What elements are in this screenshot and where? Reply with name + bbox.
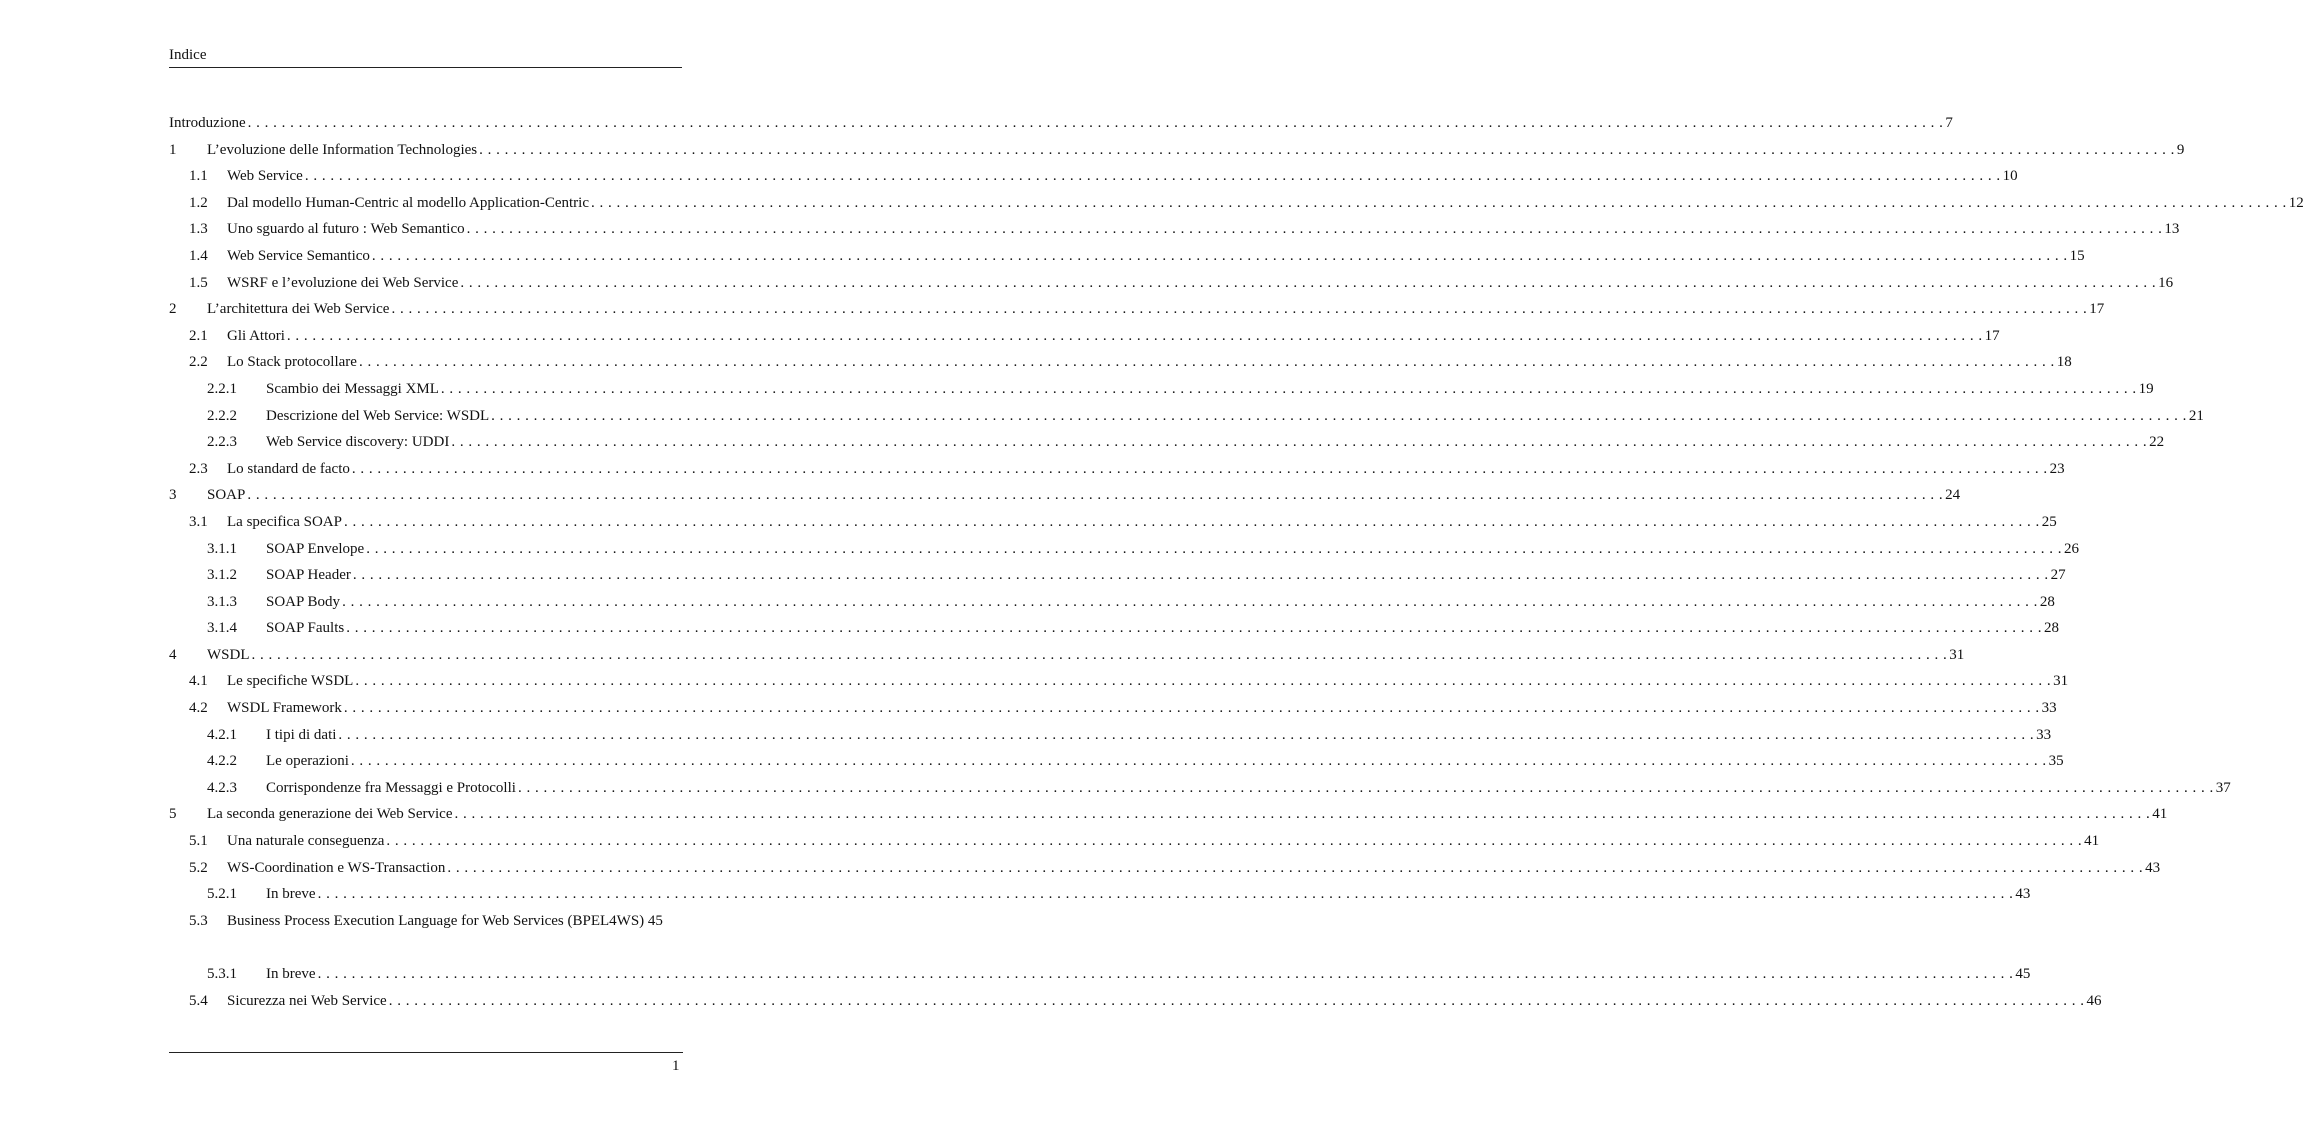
dot-leader: . . . . . . . . . . . . . . . . . . . . . . . . . . . . . . . . . . . . . . . . . . . . . . . . . . . . . . . . . . . . . . . . . . . . . . . . . . . . . . . . . . . . . . . . . . . . . . . . . . . . . . . . . . . . . . . . . . . . . . . . . . . . . . . . . . . . . . . . . . . . . . . . . . . . . . . . . . . . . . . . . . . . . . . . . . . . . . . . . . . . . . . . . . . . . . . . . . . . . . . . xyxy=(366,540,2062,557)
toc-entry-page: 17 xyxy=(1984,327,2000,344)
toc-entry[interactable] xyxy=(169,194,2304,221)
toc-entry[interactable] xyxy=(169,460,2065,487)
toc-entry-title: WSDL xyxy=(207,646,250,663)
toc-entry[interactable] xyxy=(169,167,2018,194)
toc-entry[interactable] xyxy=(169,407,2204,434)
toc-entry-title: WS-Coordination e WS-Transaction xyxy=(227,859,446,876)
toc-entry[interactable] xyxy=(169,965,2031,992)
toc-entry-number: 2.2 xyxy=(189,354,208,371)
toc-entry-title: Una naturale conseguenza xyxy=(227,833,385,850)
dot-leader: . . . . . . . . . . . . . . . . . . . . . . . . . . . . . . . . . . . . . . . . . . . . . . . . . . . . . . . . . . . . . . . . . . . . . . . . . . . . . . . . . . . . . . . . . . . . . . . . . . . . . . . . . . . . . . . . . . . . . . . . . . . . . . . . . . . . . . . . . . . . . . . . . . . . . . . . . . . . . . . . . . . . . . . . . . . . . . . . . . . . . . . . . . . . . . . . . . . . . . . . xyxy=(343,700,2040,717)
toc-entry-title: L’architettura dei Web Service xyxy=(207,301,390,318)
dot-leader: . . . . . . . . . . . . . . . . . . . . . . . . . . . . . . . . . . . . . . . . . . . . . . . . . . . . . . . . . . . . . . . . . . . . . . . . . . . . . . . . . . . . . . . . . . . . . . . . . . . . . . . . . . . . . . . . . . . . . . . . . . . . . . . . . . . . . . . . . . . . . . . . . . . . . . . . . . . . . . . . . . . . . . . . . . . . . . . . . . . . . . . . . . . . . . . . . . . . . . . . xyxy=(355,673,2052,690)
toc-entry-page: 28 xyxy=(2043,620,2059,637)
toc-entry[interactable] xyxy=(169,859,2161,886)
toc-entry[interactable] xyxy=(169,619,2059,646)
toc-entry-title: Le operazioni xyxy=(266,753,349,770)
toc-entry[interactable] xyxy=(169,832,2100,859)
toc-entry-page: 45 xyxy=(2015,966,2031,982)
toc-entry-number: 2.2.3 xyxy=(207,434,237,451)
dot-leader: . . . . . . . . . . . . . . . . . . . . . . . . . . . . . . . . . . . . . . . . . . . . . . . . . . . . . . . . . . . . . . . . . . . . . . . . . . . . . . . . . . . . . . . . . . . . . . . . . . . . . . . . . . . . . . . . . . . . . . . . . . . . . . . . . . . . . . . . . . . . . . . . . . . . . . . . . . . . . . . . . . . . . . . . . . . . . . . . . . . . . . . . . . . . . . . . . . . . . . . . xyxy=(286,327,1983,344)
dot-leader: . . . . . . . . . . . . . . . . . . . . . . . . . . . . . . . . . . . . . . . . . . . . . . . . . . . . . . . . . . . . . . . . . . . . . . . . . . . . . . . . . . . . . . . . . . . . . . . . . . . . . . . . . . . . . . . . . . . . . . . . . . . . . . . . . . . . . . . . . . . . . . . . . . . . . . . . . . . . . . . . . . . . . . . . . . . . . . . . . . . . . . . . . . . . . . . . . . . . . . . . xyxy=(466,221,2163,238)
toc-entry-page: 22 xyxy=(2149,434,2165,451)
running-header-title: Indice xyxy=(169,47,207,63)
toc-entry-page: 33 xyxy=(2036,726,2052,743)
toc-entry-page: 9 xyxy=(2176,141,2185,158)
toc-entry[interactable] xyxy=(169,726,2052,753)
toc-entry[interactable] xyxy=(169,327,2000,354)
toc-entry-number: 2.3 xyxy=(189,460,208,477)
toc-entry[interactable] xyxy=(169,779,2231,806)
toc-entry-number: 4.1 xyxy=(189,673,208,690)
toc-entry-title: Web Service discovery: UDDI xyxy=(266,434,450,451)
toc-entry-number: 5.2.1 xyxy=(207,886,237,903)
toc-entry-title: Le specifiche WSDL xyxy=(227,673,354,690)
toc-entry-page: 31 xyxy=(2053,673,2069,690)
dot-leader: . . . . . . . . . . . . . . . . . . . . . . . . . . . . . . . . . . . . . . . . . . . . . . . . . . . . . . . . . . . . . . . . . . . . . . . . . . . . . . . . . . . . . . . . . . . . . . . . . . . . . . . . . . . . . . . . . . . . . . . . . . . . . . . . . . . . . . . . . . . . . . . . . . . . . . . . . . . . . . . . . . . . . . . . . . . . . . . . . . . . . . . . . . . . . . . . . . . . . . . . xyxy=(317,966,2014,982)
dot-leader: . . . . . . . . . . . . . . . . . . . . . . . . . . . . . . . . . . . . . . . . . . . . . . . . . . . . . . . . . . . . . . . . . . . . . . . . . . . . . . . . . . . . . . . . . . . . . . . . . . . . . . . . . . . . . . . . . . . . . . . . . . . . . . . . . . . . . . . . . . . . . . . . . . . . . . . . . . . . . . . . . . . . . . . . . . . . . . . . . . . . . . . . . . . . . . . . . . . . . . . . xyxy=(440,380,2137,397)
toc-entry-page: 26 xyxy=(2063,540,2079,557)
toc-entry-number: 3.1.2 xyxy=(207,567,237,584)
toc-entry[interactable] xyxy=(169,699,2057,726)
toc-entry[interactable] xyxy=(169,805,2168,832)
toc-entry-number: 3.1.1 xyxy=(207,540,237,557)
toc-entry-page: 41 xyxy=(2152,806,2168,823)
dot-leader: . . . . . . . . . . . . . . . . . . . . . . . . . . . . . . . . . . . . . . . . . . . . . . . . . . . . . . . . . . . . . . . . . . . . . . . . . . . . . . . . . . . . . . . . . . . . . . . . . . . . . . . . . . . . . . . . . . . . . . . . . . . . . . . . . . . . . . . . . . . . . . . . . . . . . . . . . . . . . . . . . . . . . . . . . . . . . . . . . . . . . . . . . . . . . . . . . . . . . . . . xyxy=(391,301,2088,318)
dot-leader: . . . . . . . . . . . . . . . . . . . . . . . . . . . . . . . . . . . . . . . . . . . . . . . . . . . . . . . . . . . . . . . . . . . . . . . . . . . . . . . . . . . . . . . . . . . . . . . . . . . . . . . . . . . . . . . . . . . . . . . . . . . . . . . . . . . . . . . . . . . . . . . . . . . . . . . . . . . . . . . . . . . . . . . . . . . . . . . . . . . . . . . . . . . . . . . . . . . . . . . . xyxy=(491,407,2187,424)
toc-entry-title: WSRF e l’evoluzione dei Web Service xyxy=(227,274,459,291)
toc-entry-number: 2.1 xyxy=(189,327,208,344)
dot-leader: . . . . . . . . . . . . . . . . . . . . . . . . . . . . . . . . . . . . . . . . . . . . . . . . . . . . . . . . . . . . . . . . . . . . . . . . . . . . . . . . . . . . . . . . . . . . . . . . . . . . . . . . . . . . . . . . . . . . . . . . . . . . . . . . . . . . . . . . . . . . . . . . . . . . . . . . . . . . . . . . . . . . . . . . . . . . . . . . . . . . . . . . . . . . . . . . . . . . . . . . xyxy=(251,646,1948,663)
toc-entry-number: 3.1.4 xyxy=(207,620,237,637)
toc-entry-title: Descrizione del Web Service: WSDL xyxy=(266,407,490,424)
toc-entry-number: 4.2.1 xyxy=(207,726,237,743)
toc-entry-title: L’evoluzione delle Information Technologies xyxy=(207,141,478,158)
toc-entry-title: Business Process Execution Language for Web Services (BPEL4WS) 45 xyxy=(227,912,663,929)
dot-leader: . . . . . . . . . . . . . . . . . . . . . . . . . . . . . . . . . . . . . . . . . . . . . . . . . . . . . . . . . . . . . . . . . . . . . . . . . . . . . . . . . . . . . . . . . . . . . . . . . . . . . . . . . . . . . . . . . . . . . . . . . . . . . . . . . . . . . . . . . . . . . . . . . . . . . . . . . . . . . . . . . . . . . . . . . . . . . . . . . . . . . . . . . . . . . . . . . . . . . . . . xyxy=(447,859,2144,876)
dot-leader: . . . . . . . . . . . . . . . . . . . . . . . . . . . . . . . . . . . . . . . . . . . . . . . . . . . . . . . . . . . . . . . . . . . . . . . . . . . . . . . . . . . . . . . . . . . . . . . . . . . . . . . . . . . . . . . . . . . . . . . . . . . . . . . . . . . . . . . . . . . . . . . . . . . . . . . . . . . . . . . . . . . . . . . . . . . . . . . . . . . . . . . . . . . . . . . . . . . . . . . . xyxy=(479,141,2175,158)
toc-entry[interactable] xyxy=(169,566,2066,593)
toc-entry-page: 16 xyxy=(2158,274,2174,291)
page-number: 1 xyxy=(672,1058,680,1074)
toc-entry-number: 5.3.1 xyxy=(207,966,237,982)
toc-entry-number: 1.5 xyxy=(189,274,208,291)
dot-leader: . . . . . . . . . . . . . . . . . . . . . . . . . . . . . . . . . . . . . . . . . . . . . . . . . . . . . . . . . . . . . . . . . . . . . . . . . . . . . . . . . . . . . . . . . . . . . . . . . . . . . . . . . . . . . . . . . . . . . . . . . . . . . . . . . . . . . . . . . . . . . . . . . . . . . . . . . . . . . . . . . . . . . . . . . . . . . . . . . . . . . . . . . . . . . . . . . . . . . . . . xyxy=(247,115,1944,131)
toc-entry[interactable] xyxy=(169,540,2079,567)
dot-leader: . . . . . . . . . . . . . . . . . . . . . . . . . . . . . . . . . . . . . . . . . . . . . . . . . . . . . . . . . . . . . . . . . . . . . . . . . . . . . . . . . . . . . . . . . . . . . . . . . . . . . . . . . . . . . . . . . . . . . . . . . . . . . . . . . . . . . . . . . . . . . . . . . . . . . . . . . . . . . . . . . . . . . . . . . . . . . . . . . . . . . . . . . . . . . . . . . . . . . . . . xyxy=(358,354,2055,371)
header-rule xyxy=(169,67,682,68)
toc-entry-number: 3 xyxy=(169,487,177,504)
toc-entry-number: 5.4 xyxy=(189,992,208,1009)
toc-entry-page: 23 xyxy=(2049,460,2065,477)
toc-entry-title: SOAP Envelope xyxy=(266,540,365,557)
footer-rule xyxy=(169,1052,683,1053)
toc-entry[interactable] xyxy=(169,752,2064,779)
toc-entry-page: 15 xyxy=(2069,247,2085,264)
dot-leader: . . . . . . . . . . . . . . . . . . . . . . . . . . . . . . . . . . . . . . . . . . . . . . . . . . . . . . . . . . . . . . . . . . . . . . . . . . . . . . . . . . . . . . . . . . . . . . . . . . . . . . . . . . . . . . . . . . . . . . . . . . . . . . . . . . . . . . . . . . . . . . . . . . . . . . . . . . . . . . . . . . . . . . . . . . . . . . . . . . . . . . . . . . . . . . . . . . . . . . . . xyxy=(591,194,2287,211)
toc-entry[interactable] xyxy=(169,486,1961,513)
toc-entry-page: 28 xyxy=(2039,593,2055,610)
toc-entry-page: 19 xyxy=(2138,380,2154,397)
toc-entry[interactable] xyxy=(169,114,1953,141)
toc-entry-title: Sicurezza nei Web Service xyxy=(227,992,387,1009)
toc-entry-title: WSDL Framework xyxy=(227,700,342,717)
toc-entry-title: Scambio dei Messaggi XML xyxy=(266,380,439,397)
toc-entry-number: 5 xyxy=(169,806,177,823)
dot-leader: . . . . . . . . . . . . . . . . . . . . . . . . . . . . . . . . . . . . . . . . . . . . . . . . . . . . . . . . . . . . . . . . . . . . . . . . . . . . . . . . . . . . . . . . . . . . . . . . . . . . . . . . . . . . . . . . . . . . . . . . . . . . . . . . . . . . . . . . . . . . . . . . . . . . . . . . . . . . . . . . . . . . . . . . . . . . . . . . . . . . . . . . . . . . . . . . . . . . . . . . xyxy=(338,726,2035,743)
toc-entry-number: 1.1 xyxy=(189,168,208,185)
toc-entry-title: SOAP Faults xyxy=(266,620,345,637)
toc-entry-page: 33 xyxy=(2041,700,2057,717)
dot-leader: . . . . . . . . . . . . . . . . . . . . . . . . . . . . . . . . . . . . . . . . . . . . . . . . . . . . . . . . . . . . . . . . . . . . . . . . . . . . . . . . . . . . . . . . . . . . . . . . . . . . . . . . . . . . . . . . . . . . . . . . . . . . . . . . . . . . . . . . . . . . . . . . . . . . . . . . . . . . . . . . . . . . . . . . . . . . . . . . . . . . . . . . . . . . . . . . . . . . . . . . xyxy=(342,593,2038,610)
toc-entry-page: 46 xyxy=(2086,992,2102,1009)
toc-entry-title: SOAP Header xyxy=(266,567,351,584)
dot-leader: . . . . . . . . . . . . . . . . . . . . . . . . . . . . . . . . . . . . . . . . . . . . . . . . . . . . . . . . . . . . . . . . . . . . . . . . . . . . . . . . . . . . . . . . . . . . . . . . . . . . . . . . . . . . . . . . . . . . . . . . . . . . . . . . . . . . . . . . . . . . . . . . . . . . . . . . . . . . . . . . . . . . . . . . . . . . . . . . . . . . . . . . . . . . . . . . . . . . . . . . xyxy=(247,487,1944,504)
toc-entry-number: 3.1.3 xyxy=(207,593,237,610)
toc-entry[interactable] xyxy=(169,593,2055,620)
dot-leader: . . . . . . . . . . . . . . . . . . . . . . . . . . . . . . . . . . . . . . . . . . . . . . . . . . . . . . . . . . . . . . . . . . . . . . . . . . . . . . . . . . . . . . . . . . . . . . . . . . . . . . . . . . . . . . . . . . . . . . . . . . . . . . . . . . . . . . . . . . . . . . . . . . . . . . . . . . . . . . . . . . . . . . . . . . . . . . . . . . . . . . . . . . . . . . . . . . . . . . . . xyxy=(454,806,2151,823)
toc-entry-title: In breve xyxy=(266,886,316,903)
dot-leader: . . . . . . . . . . . . . . . . . . . . . . . . . . . . . . . . . . . . . . . . . . . . . . . . . . . . . . . . . . . . . . . . . . . . . . . . . . . . . . . . . . . . . . . . . . . . . . . . . . . . . . . . . . . . . . . . . . . . . . . . . . . . . . . . . . . . . . . . . . . . . . . . . . . . . . . . . . . . . . . . . . . . . . . . . . . . . . . . . . . . . . . . . . . . . . . . . . . . . . . . xyxy=(388,992,2085,1009)
toc-entry[interactable] xyxy=(169,380,2154,407)
toc-entry-page: 27 xyxy=(2050,567,2066,584)
toc-entry[interactable] xyxy=(169,513,2057,540)
dot-leader: . . . . . . . . . . . . . . . . . . . . . . . . . . . . . . . . . . . . . . . . . . . . . . . . . . . . . . . . . . . . . . . . . . . . . . . . . . . . . . . . . . . . . . . . . . . . . . . . . . . . . . . . . . . . . . . . . . . . . . . . . . . . . . . . . . . . . . . . . . . . . . . . . . . . . . . . . . . . . . . . . . . . . . . . . . . . . . . . . . . . . . . . . . . . . . . . . . . . . . . . xyxy=(352,567,2049,584)
toc-entry-title: Web Service Semantico xyxy=(227,247,370,264)
toc-entry-number: 4.2 xyxy=(189,700,208,717)
toc-entry-number: 1.3 xyxy=(189,221,208,238)
toc-entry-number: 4 xyxy=(169,646,177,663)
dot-leader: . . . . . . . . . . . . . . . . . . . . . . . . . . . . . . . . . . . . . . . . . . . . . . . . . . . . . . . . . . . . . . . . . . . . . . . . . . . . . . . . . . . . . . . . . . . . . . . . . . . . . . . . . . . . . . . . . . . . . . . . . . . . . . . . . . . . . . . . . . . . . . . . . . . . . . . . . . . . . . . . . . . . . . . . . . . . . . . . . . . . . . . . . . . . . . . . . . . . . . . . xyxy=(386,833,2083,850)
toc-entry-number: 2.2.2 xyxy=(207,407,237,424)
dot-leader: . . . . . . . . . . . . . . . . . . . . . . . . . . . . . . . . . . . . . . . . . . . . . . . . . . . . . . . . . . . . . . . . . . . . . . . . . . . . . . . . . . . . . . . . . . . . . . . . . . . . . . . . . . . . . . . . . . . . . . . . . . . . . . . . . . . . . . . . . . . . . . . . . . . . . . . . . . . . . . . . . . . . . . . . . . . . . . . . . . . . . . . . . . . . . . . . . . . . . . . . xyxy=(343,513,2040,530)
toc-entry-title: La seconda generazione dei Web Service xyxy=(207,806,453,823)
dot-leader: . . . . . . . . . . . . . . . . . . . . . . . . . . . . . . . . . . . . . . . . . . . . . . . . . . . . . . . . . . . . . . . . . . . . . . . . . . . . . . . . . . . . . . . . . . . . . . . . . . . . . . . . . . . . . . . . . . . . . . . . . . . . . . . . . . . . . . . . . . . . . . . . . . . . . . . . . . . . . . . . . . . . . . . . . . . . . . . . . . . . . . . . . . . . . . . . . . . . . . . . xyxy=(451,434,2148,451)
toc-entry[interactable] xyxy=(169,247,2085,274)
toc-entry-page: 7 xyxy=(1945,115,1953,131)
dot-leader: . . . . . . . . . . . . . . . . . . . . . . . . . . . . . . . . . . . . . . . . . . . . . . . . . . . . . . . . . . . . . . . . . . . . . . . . . . . . . . . . . . . . . . . . . . . . . . . . . . . . . . . . . . . . . . . . . . . . . . . . . . . . . . . . . . . . . . . . . . . . . . . . . . . . . . . . . . . . . . . . . . . . . . . . . . . . . . . . . . . . . . . . . . . . . . . . . . . . . . . . xyxy=(371,247,2068,264)
toc-entry-page: 31 xyxy=(1949,646,1965,663)
toc-entry[interactable] xyxy=(169,646,1965,673)
dot-leader: . . . . . . . . . . . . . . . . . . . . . . . . . . . . . . . . . . . . . . . . . . . . . . . . . . . . . . . . . . . . . . . . . . . . . . . . . . . . . . . . . . . . . . . . . . . . . . . . . . . . . . . . . . . . . . . . . . . . . . . . . . . . . . . . . . . . . . . . . . . . . . . . . . . . . . . . . . . . . . . . . . . . . . . . . . . . . . . . . . . . . . . . . . . . . . . . . . . . . . . . xyxy=(351,460,2048,477)
toc-entry-title: Corrispondenze fra Messaggi e Protocolli xyxy=(266,779,516,796)
toc-entry-number: 1.2 xyxy=(189,194,208,211)
toc-entry-number: 4.2.3 xyxy=(207,779,237,796)
toc-entry[interactable] xyxy=(169,220,2180,247)
toc-entry-page: 24 xyxy=(1945,487,1961,504)
toc-entry-number: 1.4 xyxy=(189,247,208,264)
toc-entry-title: Lo Stack protocollare xyxy=(227,354,357,371)
toc-entry[interactable] xyxy=(169,433,2165,460)
toc-entry[interactable] xyxy=(169,141,2185,168)
toc-entry-page: 43 xyxy=(2145,859,2161,876)
toc-entry-number: 1 xyxy=(169,141,177,158)
toc-entry-title: SOAP Body xyxy=(266,593,341,610)
toc-entry-title: Dal modello Human-Centric al modello Application-Centric xyxy=(227,194,589,211)
toc-entry-page: 12 xyxy=(2288,194,2304,211)
toc-entry-page: 18 xyxy=(2056,354,2072,371)
toc-entry[interactable] xyxy=(169,992,2102,1019)
toc-entry[interactable] xyxy=(169,353,2072,380)
toc-entry[interactable] xyxy=(169,274,2174,301)
toc-entry-number: 2.2.1 xyxy=(207,380,237,397)
toc-entry-number: 2 xyxy=(169,301,177,318)
toc-entry-page: 41 xyxy=(2084,833,2100,850)
dot-leader: . . . . . . . . . . . . . . . . . . . . . . . . . . . . . . . . . . . . . . . . . . . . . . . . . . . . . . . . . . . . . . . . . . . . . . . . . . . . . . . . . . . . . . . . . . . . . . . . . . . . . . . . . . . . . . . . . . . . . . . . . . . . . . . . . . . . . . . . . . . . . . . . . . . . . . . . . . . . . . . . . . . . . . . . . . . . . . . . . . . . . . . . . . . . . . . . . . . . . . . . xyxy=(517,779,2214,796)
toc-entry-page: 10 xyxy=(2002,168,2018,185)
toc-entry-number: 5.3 xyxy=(189,912,208,929)
toc-entry-number: 4.2.2 xyxy=(207,753,237,770)
toc-entry-page: 17 xyxy=(2089,301,2105,318)
dot-leader: . . . . . . . . . . . . . . . . . . . . . . . . . . . . . . . . . . . . . . . . . . . . . . . . . . . . . . . . . . . . . . . . . . . . . . . . . . . . . . . . . . . . . . . . . . . . . . . . . . . . . . . . . . . . . . . . . . . . . . . . . . . . . . . . . . . . . . . . . . . . . . . . . . . . . . . . . . . . . . . . . . . . . . . . . . . . . . . . . . . . . . . . . . . . . . . . . . . . . . . . xyxy=(304,168,2001,185)
toc-entry-title: Uno sguardo al futuro : Web Semantico xyxy=(227,221,465,238)
toc-entry[interactable] xyxy=(169,912,671,965)
toc-entry-title: Gli Attori xyxy=(227,327,285,344)
toc-entry-title: SOAP xyxy=(207,487,246,504)
toc-entry-title: Lo standard de facto xyxy=(227,460,350,477)
dot-leader: . . . . . . . . . . . . . . . . . . . . . . . . . . . . . . . . . . . . . . . . . . . . . . . . . . . . . . . . . . . . . . . . . . . . . . . . . . . . . . . . . . . . . . . . . . . . . . . . . . . . . . . . . . . . . . . . . . . . . . . . . . . . . . . . . . . . . . . . . . . . . . . . . . . . . . . . . . . . . . . . . . . . . . . . . . . . . . . . . . . . . . . . . . . . . . . . . . . . . . . . xyxy=(460,274,2157,291)
toc-entry-number: 5.2 xyxy=(189,859,208,876)
toc-entry[interactable] xyxy=(169,300,2105,327)
dot-leader: . . . . . . . . . . . . . . . . . . . . . . . . . . . . . . . . . . . . . . . . . . . . . . . . . . . . . . . . . . . . . . . . . . . . . . . . . . . . . . . . . . . . . . . . . . . . . . . . . . . . . . . . . . . . . . . . . . . . . . . . . . . . . . . . . . . . . . . . . . . . . . . . . . . . . . . . . . . . . . . . . . . . . . . . . . . . . . . . . . . . . . . . . . . . . . . . . . . . . . . . xyxy=(346,620,2042,637)
dot-leader: . . . . . . . . . . . . . . . . . . . . . . . . . . . . . . . . . . . . . . . . . . . . . . . . . . . . . . . . . . . . . . . . . . . . . . . . . . . . . . . . . . . . . . . . . . . . . . . . . . . . . . . . . . . . . . . . . . . . . . . . . . . . . . . . . . . . . . . . . . . . . . . . . . . . . . . . . . . . . . . . . . . . . . . . . . . . . . . . . . . . . . . . . . . . . . . . . . . . . . . . xyxy=(317,886,2014,903)
toc-entry-title: In breve xyxy=(266,966,316,982)
toc-entry-page: 13 xyxy=(2164,221,2180,238)
toc-entry-title: La specifica SOAP xyxy=(227,513,342,530)
toc-entry-title: I tipi di dati xyxy=(266,726,337,743)
toc-entry-page: 43 xyxy=(2015,886,2031,903)
dot-leader: . . . . . . . . . . . . . . . . . . . . . . . . . . . . . . . . . . . . . . . . . . . . . . . . . . . . . . . . . . . . . . . . . . . . . . . . . . . . . . . . . . . . . . . . . . . . . . . . . . . . . . . . . . . . . . . . . . . . . . . . . . . . . . . . . . . . . . . . . . . . . . . . . . . . . . . . . . . . . . . . . . . . . . . . . . . . . . . . . . . . . . . . . . . . . . . . . . . . . . . . xyxy=(350,753,2047,770)
toc-entry-page: 37 xyxy=(2215,779,2231,796)
toc-entry-page: 25 xyxy=(2041,513,2057,530)
table-of-contents xyxy=(169,114,2304,1018)
toc-entry[interactable] xyxy=(169,672,2069,699)
toc-entry-page: 21 xyxy=(2188,407,2204,424)
toc-entry-page: 35 xyxy=(2048,753,2064,770)
toc-entry-title: Web Service xyxy=(227,168,303,185)
toc-entry-number: 5.1 xyxy=(189,833,208,850)
toc-entry-title: Introduzione xyxy=(169,115,246,131)
toc-entry-number: 3.1 xyxy=(189,513,208,530)
